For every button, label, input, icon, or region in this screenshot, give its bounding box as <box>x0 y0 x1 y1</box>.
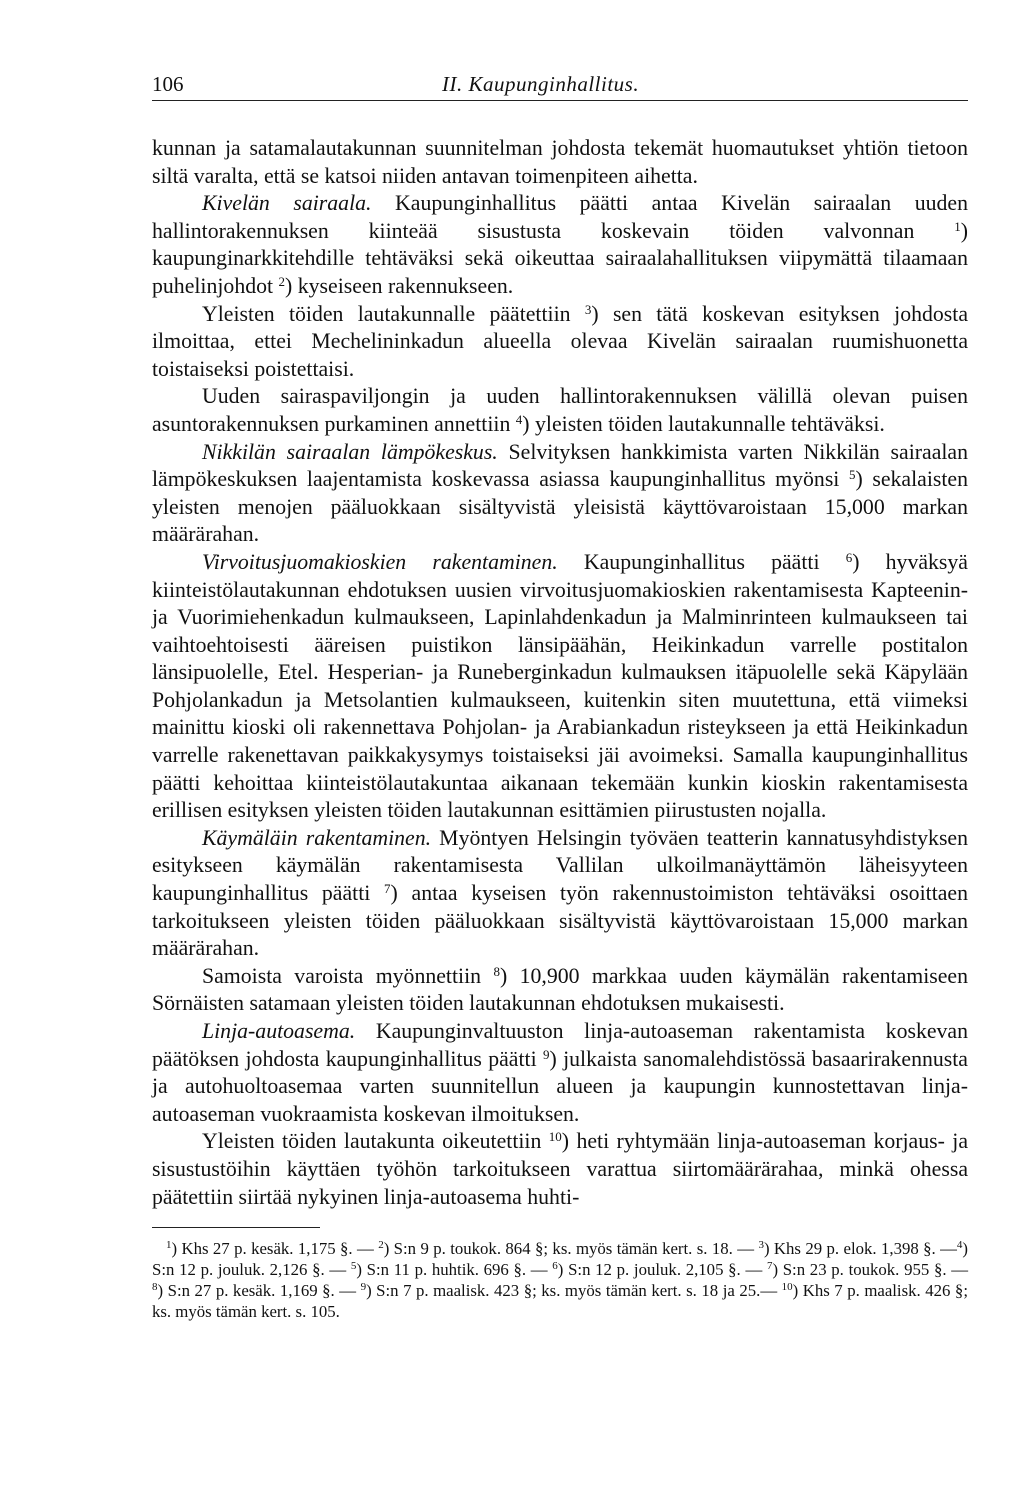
footnote-marker: 5 <box>848 467 856 483</box>
paragraph <box>152 825 968 963</box>
text-run: Myöntyen Helsingin työväen teatterin kannatusyhdistyksen esitykseen käymälän rakentamisesta Vallilan ulkoilmanäyttämön läheisyyteen kaupunginhallitus päätti <box>152 825 968 906</box>
paragraph <box>152 963 968 1018</box>
text-run: Kaupunginhallitus päätti <box>557 549 846 574</box>
paragraph <box>152 190 968 300</box>
text-run: ) Khs 27 p. kesäk. 1,175 §. — <box>171 1239 379 1259</box>
text-run: ) S:n 23 p. toukok. 955 §. — <box>772 1260 969 1280</box>
section-heading: Linja-autoasema. <box>202 1019 356 1043</box>
paragraph <box>152 439 968 549</box>
footnote-marker: 2 <box>378 1239 384 1252</box>
text-run: ) 10,900 markkaa uuden käymälän rakentamiseen Sörnäisten satamaan yleisten töiden lautakunnan ehdotuksen mukaisesti. <box>152 963 968 1016</box>
footnote-marker: 9 <box>360 1281 367 1294</box>
text-run: ) S:n 12 p. jouluk. 2,126 §. — <box>152 1239 968 1280</box>
text-run: ) kaupunginarkkitehdille tehtäväksi sekä oikeuttaa sairaalahallituksen viipymättä tilaamaan puhelinjohdot <box>152 218 968 298</box>
paragraph <box>152 1128 968 1211</box>
footnote-marker: 10 <box>548 1129 562 1145</box>
footnotes <box>152 1238 968 1322</box>
text-run: ) kyseiseen rakennukseen. <box>285 273 514 298</box>
footnote-marker: 7 <box>766 1260 773 1273</box>
text-run: Yleisten töiden lautakunta oikeutettiin <box>202 1129 549 1154</box>
footnote-marker: 6 <box>552 1260 558 1273</box>
footnote-marker: 3 <box>758 1239 764 1252</box>
footnote-marker: 5 <box>350 1260 357 1273</box>
paragraph <box>152 135 968 190</box>
text-run: ) S:n 9 p. toukok. 864 §; ks. myös tämän kert. s. 18. — <box>383 1239 759 1259</box>
footnote-marker: 1 <box>166 1239 172 1252</box>
text-run: ) Khs 29 p. elok. 1,398 §. — <box>763 1239 957 1259</box>
text-run: ) Khs 7 p. maalisk. 426 §; ks. myös tämän kert. s. 105. <box>152 1281 968 1322</box>
text-run: ) hyväksyä kiinteistölautakunnan ehdotuksen uusien virvoitusjuomakioskien rakentamisesta Kapteenin- ja Vuorimiehenkadun kulmaukseen, Lapinlahdenkadun ja Malminrinteen kulmaukseen tai vaihtoehtoisesti ääreisen puistikon länsipäähän, Heikinkadun varrelle postitalon länsipuolelle, Etel. Hesperian- ja Runeberginkadun kulmauksen itäpuolelle sekä Käpylään Pohjolankadun ja Metsolantien kulmaukseen, kuitenkin siten muutettuna, että viimeksi mainittu kioski oli rakennettava Pohjolan- ja Arabiankadun risteykseen ja että Heikinkadun varrelle rakenettavan paikkakysymys toistaiseksi jäi avoimeksi. Samalla kaupunginhallitus päätti kehoittaa kiinteistölautakuntaa aikanaan tekemään kunkin kioskin rakentamisesta erillisen esityksen yleisten töiden lautakunnan esittämien piirustusten nojalla. <box>152 549 968 823</box>
text-run: ) julkaista sanomalehdistössä basaarirakennusta ja autohuoltoasemaa varten suunnitellun alueen ja kaupungin kunnostettavan linja-autoaseman vuokraamista koskevan ilmoituksen. <box>152 1046 968 1126</box>
text-run: Selvityksen hankkimista varten Nikkilän sairaalan lämpökeskuksen laajentamista koskevassa asiassa kaupunginhallitus myönsi <box>152 439 968 492</box>
text-run: ) heti ryhtymään linja-autoaseman korjaus- ja sisustustöihin käyttäen työhön tarkoitukseen varattua siirtomäärärahaa, minkä ohessa päätettiin siirtää nykyinen linja-autoasema huhti- <box>152 1129 968 1209</box>
text-run: ) S:n 27 p. kesäk. 1,169 §. — <box>157 1281 361 1301</box>
section-heading: Nikkilän sairaalan lämpökeskus. <box>202 439 498 464</box>
text-run: ) yleisten töiden lautakunnalle tehtäväksi. <box>522 411 885 436</box>
paragraph <box>152 549 968 825</box>
paragraph <box>152 301 968 384</box>
section-heading: Kivelän sairaala. <box>202 191 372 216</box>
text-run: Yleisten töiden lautakunnalle päätettiin <box>202 301 585 326</box>
page-number: 106 <box>152 72 184 96</box>
footnote-rule <box>152 1227 320 1228</box>
footnote-text <box>152 1238 968 1322</box>
paragraph <box>152 383 968 438</box>
section-heading: Virvoitusjuomakioskien rakentaminen. <box>202 549 558 574</box>
footnote-marker: 4 <box>515 411 523 427</box>
running-title: II. Kaupunginhallitus. <box>442 72 640 96</box>
text-run: ) S:n 11 p. huhtik. 696 §. — <box>356 1260 553 1280</box>
footnote-marker: 10 <box>781 1281 793 1294</box>
document-page <box>152 68 968 1322</box>
footnote-marker: 8 <box>152 1281 158 1294</box>
footnote-marker: 2 <box>278 273 286 289</box>
footnote-marker: 1 <box>954 218 961 234</box>
footnote-marker: 4 <box>956 1239 963 1252</box>
footnote-marker: 3 <box>584 301 592 317</box>
section-heading: Käymäläin rakentaminen. <box>202 825 432 850</box>
text-run: Kaupunginvaltuuston linja-autoaseman rakentamista koskevan päätöksen johdosta kaupunginhallitus päätti <box>152 1019 968 1071</box>
text-run: Samoista varoista myönnettiin <box>202 963 494 988</box>
text-run: kunnan ja satamalautakunnan suunnitelman johdosta tekemät huomautukset yhtiön tietoon siltä varalta, että se katsoi niiden antavan toimenpiteen aihetta. <box>152 136 968 188</box>
text-run: ) S:n 12 p. jouluk. 2,105 §. — <box>557 1260 767 1280</box>
footnote-marker: 6 <box>845 549 853 565</box>
text-run: Uuden sairaspaviljongin ja uuden hallintorakennuksen välillä olevan puisen asuntorakennuksen purkaminen annettiin <box>152 384 968 436</box>
text-run: Kaupunginhallitus päätti antaa Kivelän sairaalan uuden hallintorakennuksen kiinteää sisustusta koskevain töiden valvonnan <box>152 191 968 243</box>
footnote-marker: 8 <box>493 963 500 979</box>
text-run: ) S:n 7 p. maalisk. 423 §; ks. myös tämän kert. s. 18 ja 25.— <box>366 1281 782 1301</box>
text-run: ) sen tätä koskevan esityksen johdosta ilmoittaa, ettei Mechelininkadun alueella olevaa Kivelän sairaalan ruumishuonetta toistaiseksi poistettaisi. <box>152 301 968 381</box>
text-run: ) sekalaisten yleisten menojen pääluokkaan sisältyvistä yleisistä käyttövaroistaan 15,000 markan määrärahan. <box>152 467 968 547</box>
page-header <box>152 68 968 101</box>
paragraph <box>152 1018 968 1128</box>
footnote-marker: 9 <box>542 1046 550 1062</box>
footnote-marker: 7 <box>384 881 391 897</box>
text-run: ) antaa kyseisen työn rakennustoimiston tehtäväksi osoittaen tarkoitukseen yleisten töiden pääluokkaan sisältyvistä käyttövaroistaan 15,000 markan määrärahan. <box>152 881 968 961</box>
body-text <box>152 135 968 1211</box>
